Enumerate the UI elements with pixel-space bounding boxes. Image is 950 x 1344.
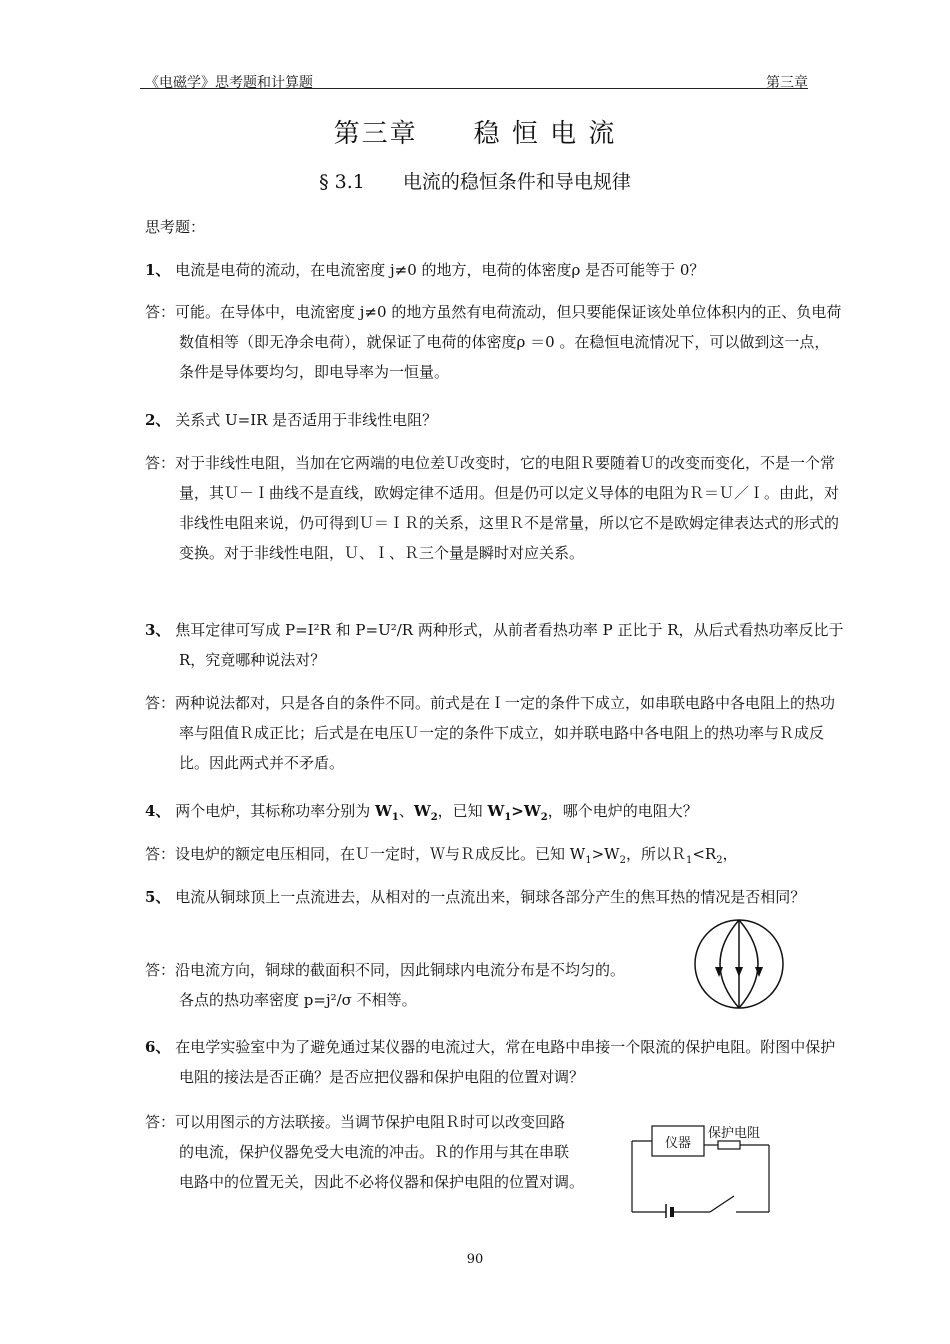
answer-4	[145, 839, 810, 876]
answer-label: 答：	[145, 1113, 176, 1131]
separator: 、	[398, 802, 414, 820]
subscript: 1	[504, 812, 512, 823]
answer-text: 设电炉的额定电压相同，在Ｕ一定时，Ｗ与Ｒ成反比。已知 W	[175, 845, 586, 863]
question-4	[145, 796, 810, 833]
current-line-right	[739, 920, 758, 1008]
header-book-title: 《电磁学》思考题和计算题	[145, 75, 313, 91]
answer-text: 两种说法都对，只是各自的条件不同。前式是在Ｉ一定的条件下成立，如串联电路中各电阻上的热功率与阻值Ｒ成正比；后式是在电压Ｕ一定的条件下成立，如并联电路中各电阻上的热功率与Ｒ成反比。因此两式并不矛盾。	[175, 694, 836, 772]
question-5	[145, 882, 844, 912]
question-text: 两个电炉，其标称功率分别为	[175, 802, 375, 820]
question-1	[145, 255, 810, 285]
question-text: 关系式 U=IR 是否适用于非线性电阻？	[175, 411, 438, 429]
answer-label: 答：	[145, 303, 176, 321]
symbol-w: W	[413, 802, 431, 820]
question-number: 2、	[145, 411, 171, 429]
subscript: 1	[585, 855, 592, 866]
header-chapter: 第三章	[766, 75, 808, 91]
question-text: ，哪个电炉的电阻大？	[547, 802, 698, 820]
question-number: 3、	[145, 621, 171, 639]
answer-text: 可以用图示的方法联接。当调节保护电阻Ｒ时可以改变回路	[175, 1113, 566, 1131]
question-text: 在电学实验室中为了避免通过某仪器的电流过大，常在电路中串接一个限流的保护电阻。附图中保护电阻的接法是否正确？是否应把仪器和保护电阻的位置对调？	[175, 1038, 836, 1086]
answer-text: 的电流，保护仪器免受大电流的冲击。Ｒ的作用与其在串联	[179, 1143, 570, 1161]
subscript: 2	[540, 812, 548, 823]
answer-label: 答：	[145, 694, 176, 712]
arrow-down-icon	[735, 967, 743, 977]
answer-text: <R	[692, 845, 717, 863]
question-text: 焦耳定律可写成 P=I²R 和 P=U²/R 两种形式，从前者看热功率 P 正比于 R，从后式看热功率反比于 R，究竟哪种说法对？	[175, 621, 844, 669]
question-text: 电流是电荷的流动，在电流密度 j≠0 的地方，电荷的体密度ρ 是否可能等于 0？	[175, 261, 705, 279]
symbol-w: W	[523, 802, 541, 820]
answer-text: 各点的热功率密度 p=j²/σ 不相等。	[179, 991, 417, 1009]
answer-text: 对于非线性电阻，当加在它两端的电位差Ｕ改变时，它的电阻Ｒ要随着Ｕ的改变而变化，不是一个常量，其Ｕ－Ｉ曲线不是直线，欧姆定律不适用。但是仍可以定义导体的电阻为Ｒ＝Ｕ／Ｉ。由此，对非线性电阻来说，仍可得到Ｕ＝ＩＲ的关系，这里Ｒ不是常量，所以它不是欧姆定律表达式的形式的变换。对于非线性电阻，Ｕ、Ｉ、Ｒ三个量是瞬时对应关系。	[175, 454, 840, 562]
protective-resistor	[718, 1141, 740, 1149]
question-text: 电流从铜球顶上一点流进去，从相对的一点流出来，铜球各部分产生的焦耳热的情况是否相同？	[175, 888, 806, 906]
answer-text: >W	[591, 845, 620, 863]
subscript: 1	[391, 812, 399, 823]
subscript: 1	[685, 855, 693, 866]
current-line-left	[720, 920, 739, 1008]
instrument-label: 仪器	[664, 1136, 691, 1151]
intro-label: 思考题：	[145, 218, 206, 236]
question-number: 4、	[145, 802, 171, 820]
answer-label: 答：	[145, 961, 176, 979]
circuit-figure	[628, 1118, 774, 1218]
resistor-label: 保护电阻	[708, 1126, 761, 1141]
question-number: 6、	[145, 1038, 171, 1056]
question-6	[145, 1032, 844, 1092]
switch-blade	[710, 1196, 734, 1212]
symbol-w: W	[487, 802, 505, 820]
question-number: 5、	[145, 888, 171, 906]
header-divider	[140, 88, 808, 89]
chapter-title: 第三章 稳 恒 电 流	[333, 119, 617, 149]
answer-3	[145, 688, 844, 778]
question-number: 1、	[145, 261, 171, 279]
answer-text: 沿电流方向，铜球的截面积不同，因此铜球内电流分布是不均匀的。	[175, 961, 626, 979]
answer-text: ，	[722, 845, 738, 863]
answer-label: 答：	[145, 454, 176, 472]
page-number: 90	[466, 1252, 484, 1267]
answer-2	[145, 448, 844, 568]
question-3	[145, 615, 844, 675]
answer-text: 电路中的位置无关，因此不必将仪器和保护电阻的位置对调。	[179, 1173, 585, 1191]
answer-text: ，所以Ｒ	[625, 845, 686, 863]
answer-label: 答：	[145, 845, 176, 863]
subscript: 2	[619, 855, 626, 866]
answer-text: 可能。在导体中，电流密度 j≠0 的地方虽然有电荷流动，但只要能保证该处单位体积内的正、负电荷数值相等（即无净余电荷），就保证了电荷的体密度ρ ＝0 。在稳恒电流情况下，可以做到这一点，条件是导体要均匀，即电导率为一恒量。	[175, 303, 842, 381]
copper-sphere-figure	[693, 917, 785, 1011]
question-text: ，已知	[437, 802, 488, 820]
symbol-w: W	[375, 802, 392, 820]
question-2	[145, 405, 810, 435]
subscript: 2	[716, 855, 723, 866]
answer-6	[145, 1107, 630, 1197]
subscript: 2	[430, 812, 438, 823]
section-title: § 3.1 电流的稳恒条件和导电规律	[319, 171, 631, 193]
greater-than: >	[511, 802, 524, 820]
answer-1	[145, 297, 844, 387]
answer-5	[145, 955, 685, 1015]
